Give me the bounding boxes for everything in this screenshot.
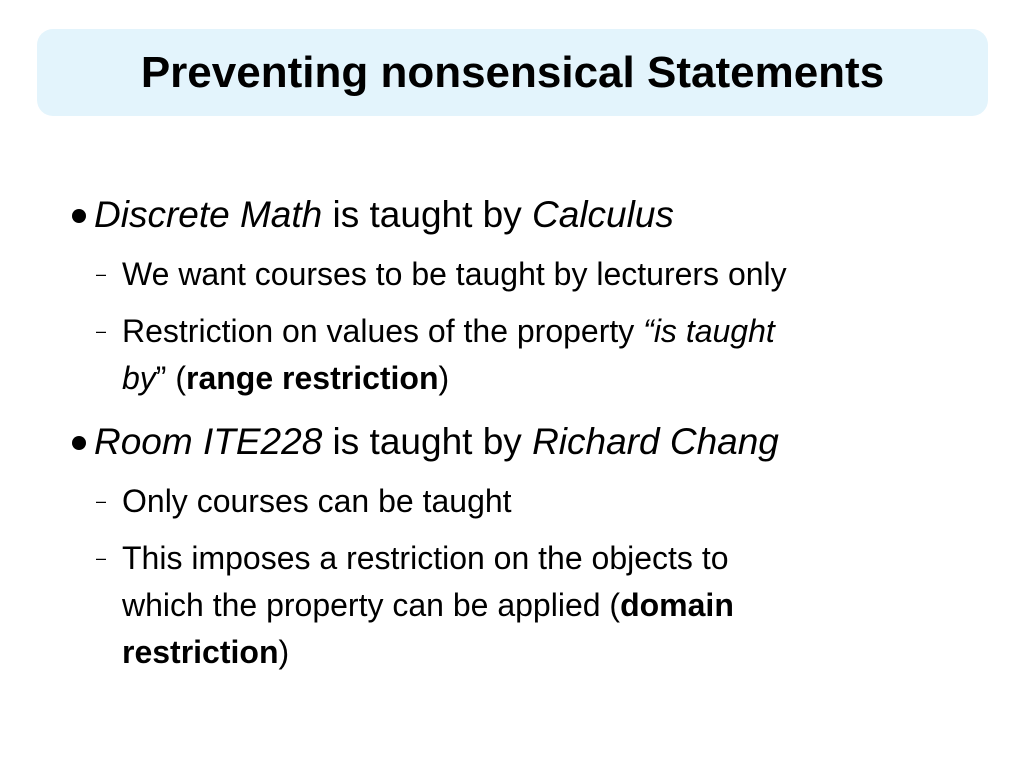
bullet-object: Calculus	[532, 194, 674, 235]
sub-bullet-text: We want courses to be taught by lecturers only	[122, 256, 787, 292]
bullet-object: Richard Chang	[532, 421, 779, 462]
quote-close: ” (	[155, 360, 186, 396]
bullet-verb: is taught by	[322, 194, 533, 235]
sub-bullet-text-line1: This imposes a restriction on the objects to	[122, 540, 729, 576]
sub-bullet-text: Only courses can be taught	[122, 483, 512, 519]
slide-title: Preventing nonsensical Statements	[140, 47, 885, 97]
title-banner	[37, 29, 988, 116]
bullet-verb: is taught by	[322, 421, 533, 462]
paren-close: )	[278, 634, 290, 670]
bullet-dot-icon	[72, 436, 86, 450]
domain-restriction-term-cont: restriction	[122, 634, 279, 670]
paren-close: )	[438, 360, 450, 396]
bullet-subject: Discrete Math	[94, 194, 323, 235]
bullet-discrete-math	[72, 193, 674, 237]
bullet-dot-icon	[72, 209, 86, 223]
property-quote-start: “is taught	[643, 313, 775, 349]
property-quote-end: by	[122, 360, 156, 396]
domain-restriction-term: domain	[620, 587, 734, 623]
bullet-room-ite228	[72, 420, 779, 464]
dash-icon: –	[96, 548, 107, 568]
sub-bullet-text-line2: which the property can be applied (	[122, 587, 621, 623]
bullet-subject: Room ITE228	[94, 421, 323, 462]
sub-bullet-text: Restriction on values of the property	[122, 313, 644, 349]
dash-icon: –	[96, 491, 107, 511]
range-restriction-term: range restriction	[186, 360, 439, 396]
dash-icon: –	[96, 264, 107, 284]
dash-icon: –	[96, 321, 107, 341]
